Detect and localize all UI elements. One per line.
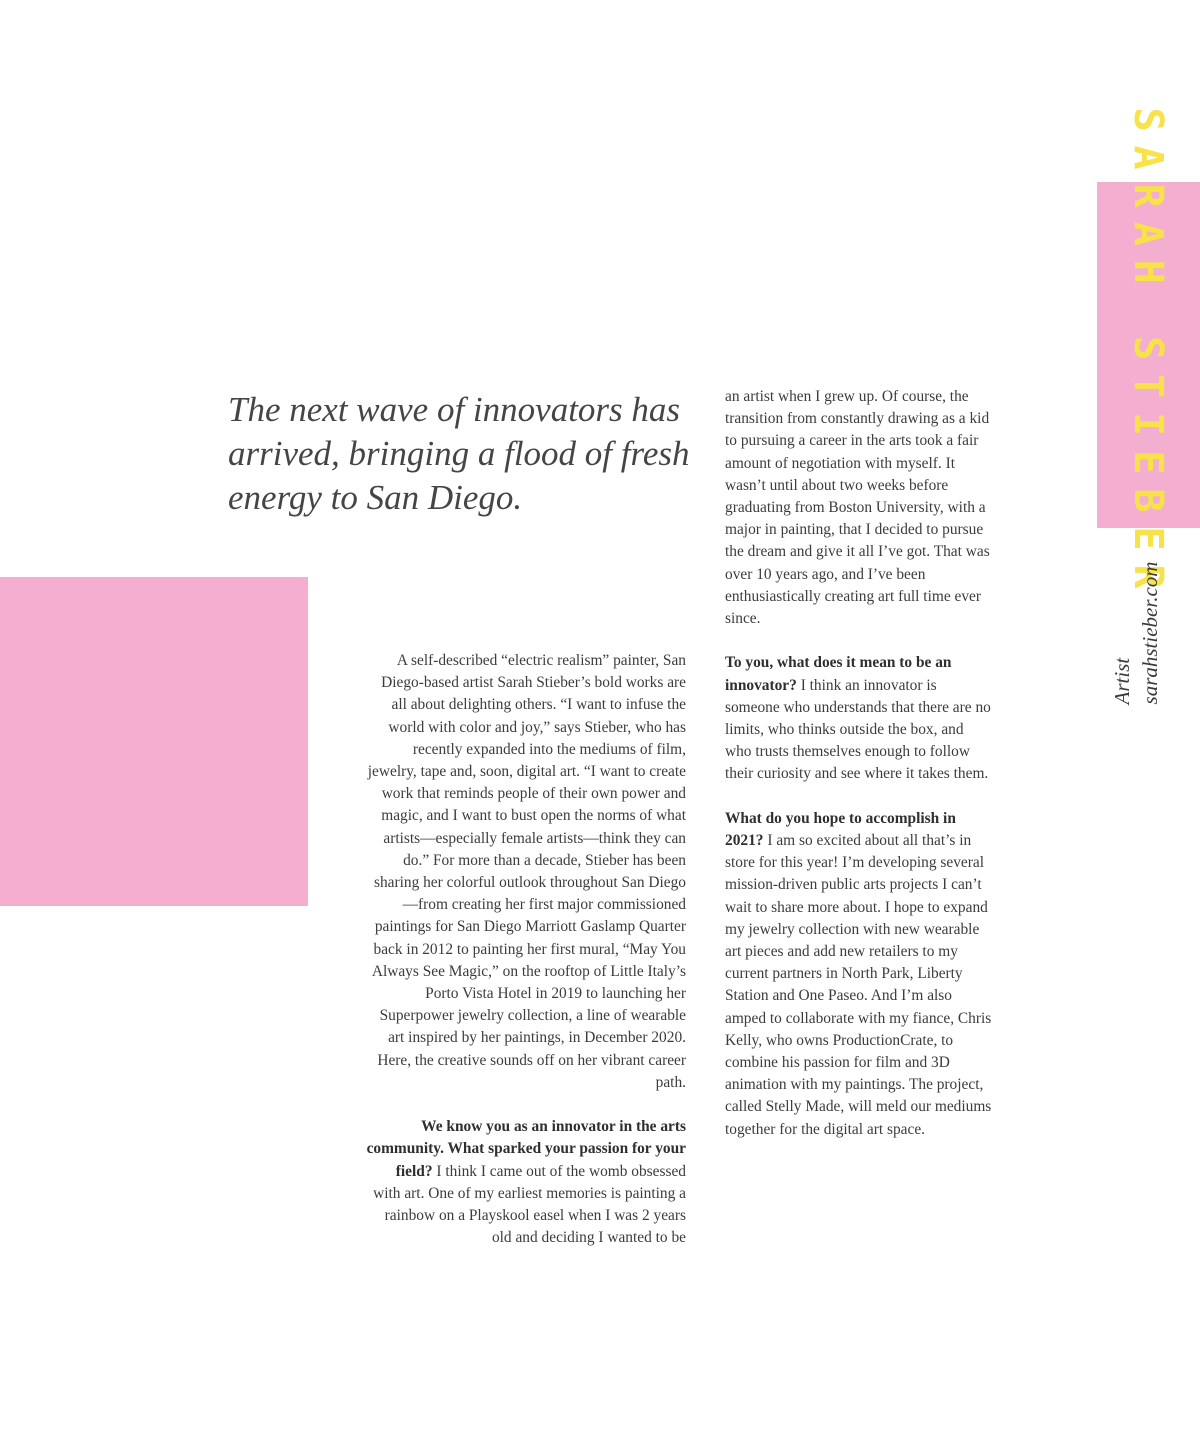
artist-name: SARAH STIEBER bbox=[1125, 107, 1171, 603]
question-1: We know you as an innovator in the arts community. What sparked your passion for your field? bbox=[366, 1118, 686, 1180]
answer-2: I think an innovator is someone who understands that there are no limits, who thinks outside the box, and who trusts themselves enough to follow their curiosity and see where it takes them. bbox=[725, 676, 991, 783]
pink-decorative-block bbox=[0, 577, 308, 906]
question-2: To you, what does it mean to be an innovator? bbox=[725, 654, 952, 694]
answer-3: I am so excited about all that’s in store for this year! I’m developing several mission-driven public arts projects I can’t wait to share more about. I hope to expand my jewelry collection with new wearable art pieces and add new retailers to my current partners in North Park, Liberty Station and One Paseo. And I’m also amped to collaborate with my fiance, Chris Kelly, who owns ProductionCrate, to combine his passion for film and 3D animation with my paintings. The project, called Stelly Made, will meld our mediums together for the digital art space. bbox=[725, 832, 992, 1138]
pull-quote: The next wave of innovators has arrived, bringing a flood of fresh energy to San Diego. bbox=[228, 390, 690, 517]
answer-1-continued: an artist when I grew up. Of course, the transition from constantly drawing as a kid to pursuing a career in the arts took a fair amount of negotiation with myself. It wasn’t until about two weeks before graduating from Boston University, with a major in painting, that I decided to pursue the dream and give it all I’ve got. That was over 10 years ago, and I’ve been enthusiastically creating art full time ever since. bbox=[725, 388, 990, 628]
answer-1-start: I think I came out of the womb obsessed with art. One of my earliest memories is painting a rainbow on a Playskool easel when I was 2 years old and deciding I wanted to be bbox=[373, 1162, 686, 1247]
qa-paragraph-2 bbox=[725, 652, 993, 785]
article-column-left bbox=[366, 650, 686, 1249]
name-tab bbox=[1097, 107, 1200, 603]
qa-paragraph-1 bbox=[366, 1116, 686, 1249]
artist-website: sarahstieber.com bbox=[1138, 561, 1162, 705]
intro-paragraph: A self-described “electric realism” painter, San Diego-based artist Sarah Stieber’s bold works are all about delighting others. “I want to infuse the world with color and joy,” says Stieber, who has recently expanded into the mediums of film, jewelry, tape and, soon, digital art. “I want to create work that reminds people of their own power and magic, and I want to bust open the norms of what artists—especially female artists—think they can do.” For more than a decade, Stieber has been sharing her colorful outlook throughout San Diego—from creating her first major commissioned paintings for San Diego Marriott Gaslamp Quarter back in 2012 to painting her first mural, “May You Always See Magic,” on the rooftop of Little Italy’s Porto Vista Hotel in 2019 to launching her Superpower jewelry collection, a line of wearable art inspired by her paintings, in December 2020. Here, the creative sounds off on her vibrant career path. bbox=[367, 652, 686, 1091]
artist-role: Artist bbox=[1110, 657, 1134, 705]
question-3: What do you hope to accomplish in 2021? bbox=[725, 809, 956, 850]
article-column-right bbox=[725, 386, 993, 1141]
side-caption bbox=[1108, 562, 1164, 705]
qa-paragraph-3 bbox=[725, 808, 993, 1141]
